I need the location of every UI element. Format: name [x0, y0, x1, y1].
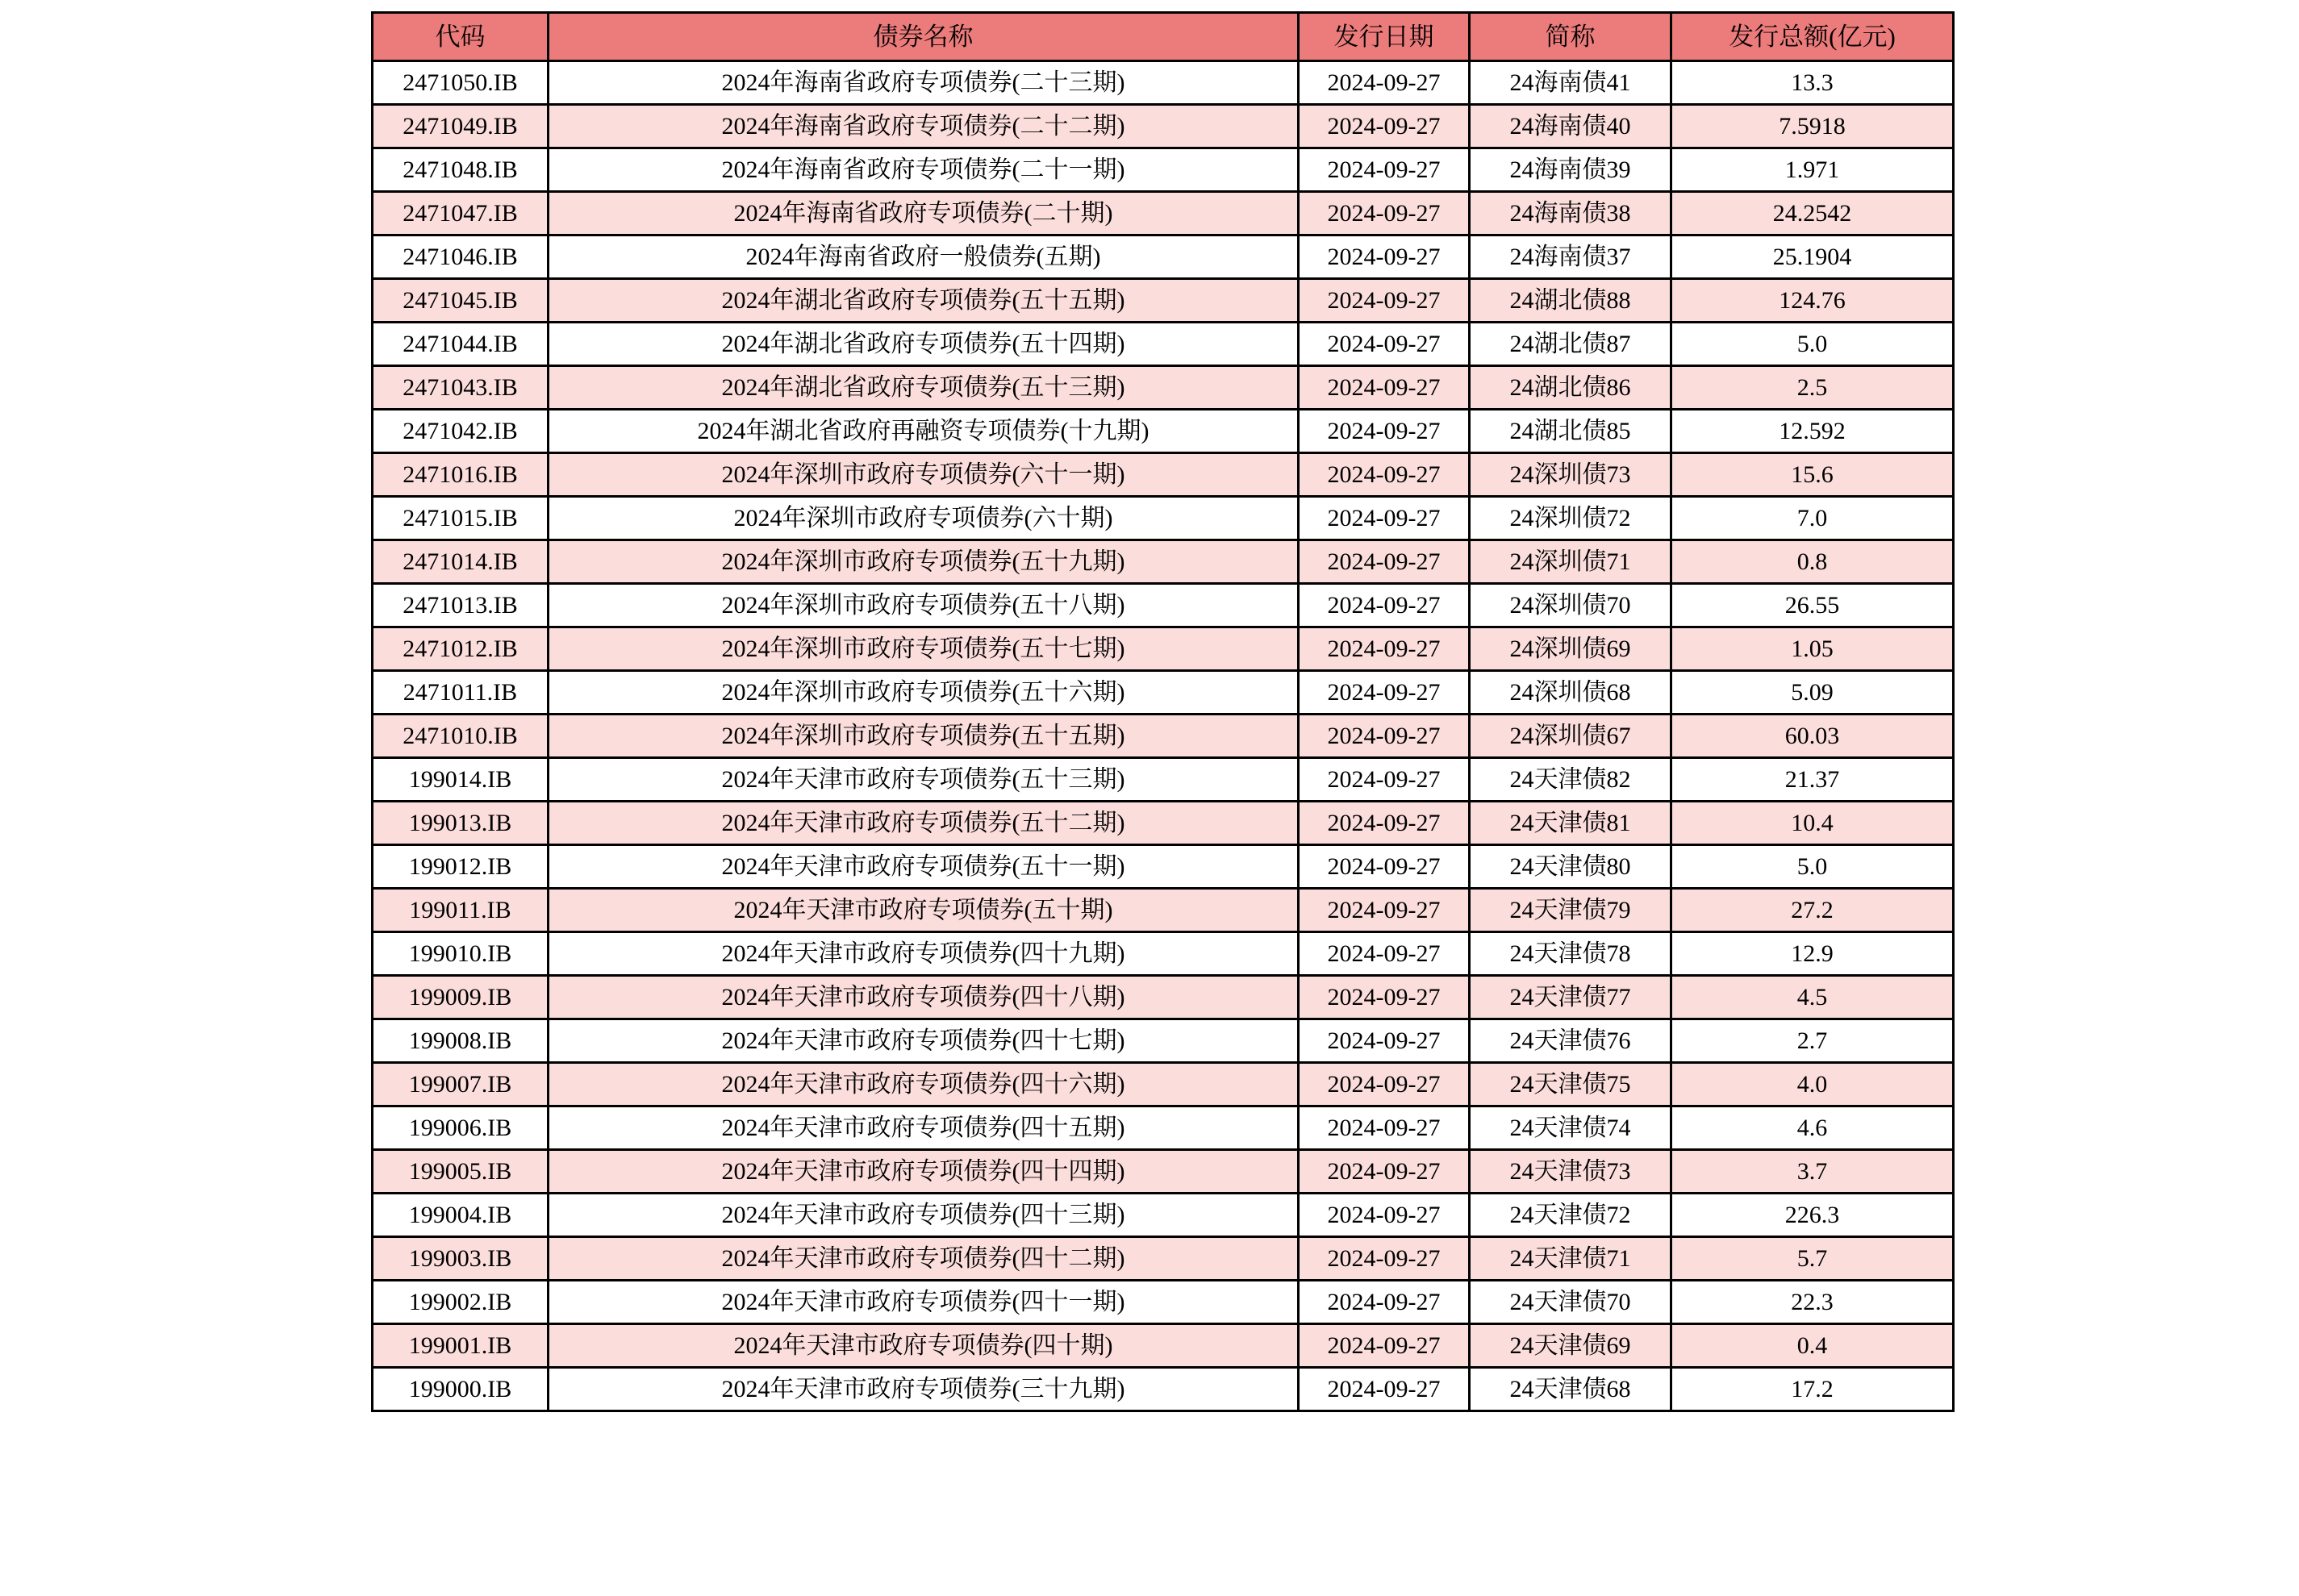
cell-short: 24天津债82	[1470, 758, 1671, 802]
cell-short: 24湖北债86	[1470, 366, 1671, 410]
cell-code: 199013.IB	[373, 802, 549, 845]
cell-short: 24湖北债88	[1470, 279, 1671, 323]
cell-amount: 22.3	[1671, 1281, 1954, 1324]
column-header-amount: 发行总额(亿元)	[1671, 13, 1954, 61]
table-row	[373, 1150, 1954, 1194]
cell-code: 2471044.IB	[373, 323, 549, 366]
cell-name: 2024年天津市政府专项债券(四十二期)	[549, 1237, 1299, 1281]
cell-amount: 26.55	[1671, 584, 1954, 627]
table-row	[373, 105, 1954, 148]
cell-amount: 1.05	[1671, 627, 1954, 671]
cell-amount: 10.4	[1671, 802, 1954, 845]
cell-short: 24深圳债68	[1470, 671, 1671, 715]
cell-name: 2024年天津市政府专项债券(四十五期)	[549, 1106, 1299, 1150]
table-row	[373, 148, 1954, 192]
cell-short: 24海南债38	[1470, 192, 1671, 235]
cell-name: 2024年天津市政府专项债券(三十九期)	[549, 1368, 1299, 1411]
cell-date: 2024-09-27	[1299, 1368, 1470, 1411]
cell-code: 2471014.IB	[373, 540, 549, 584]
cell-short: 24湖北债87	[1470, 323, 1671, 366]
cell-date: 2024-09-27	[1299, 715, 1470, 758]
cell-name: 2024年天津市政府专项债券(四十七期)	[549, 1019, 1299, 1063]
cell-code: 199001.IB	[373, 1324, 549, 1368]
cell-short: 24天津债68	[1470, 1368, 1671, 1411]
cell-name: 2024年深圳市政府专项债券(六十一期)	[549, 453, 1299, 497]
cell-date: 2024-09-27	[1299, 1324, 1470, 1368]
cell-date: 2024-09-27	[1299, 584, 1470, 627]
cell-short: 24天津债77	[1470, 976, 1671, 1019]
cell-date: 2024-09-27	[1299, 410, 1470, 453]
cell-name: 2024年湖北省政府专项债券(五十三期)	[549, 366, 1299, 410]
table-row	[373, 584, 1954, 627]
table-row	[373, 1281, 1954, 1324]
cell-amount: 17.2	[1671, 1368, 1954, 1411]
cell-name: 2024年天津市政府专项债券(五十二期)	[549, 802, 1299, 845]
table-row	[373, 366, 1954, 410]
cell-name: 2024年湖北省政府再融资专项债券(十九期)	[549, 410, 1299, 453]
cell-short: 24深圳债69	[1470, 627, 1671, 671]
table-row	[373, 410, 1954, 453]
table-row	[373, 323, 1954, 366]
cell-amount: 60.03	[1671, 715, 1954, 758]
cell-amount: 4.5	[1671, 976, 1954, 1019]
column-header-code: 代码	[373, 13, 549, 61]
cell-name: 2024年天津市政府专项债券(四十四期)	[549, 1150, 1299, 1194]
cell-code: 2471043.IB	[373, 366, 549, 410]
cell-amount: 5.7	[1671, 1237, 1954, 1281]
cell-code: 2471047.IB	[373, 192, 549, 235]
cell-short: 24深圳债70	[1470, 584, 1671, 627]
cell-code: 199006.IB	[373, 1106, 549, 1150]
table-row	[373, 802, 1954, 845]
table-body	[373, 61, 1954, 1411]
table-row	[373, 1063, 1954, 1106]
cell-short: 24天津债70	[1470, 1281, 1671, 1324]
cell-name: 2024年深圳市政府专项债券(五十七期)	[549, 627, 1299, 671]
cell-date: 2024-09-27	[1299, 802, 1470, 845]
cell-date: 2024-09-27	[1299, 1106, 1470, 1150]
cell-short: 24天津债78	[1470, 932, 1671, 976]
cell-date: 2024-09-27	[1299, 497, 1470, 540]
table-row	[373, 758, 1954, 802]
cell-short: 24深圳债72	[1470, 497, 1671, 540]
table-row	[373, 1019, 1954, 1063]
table-row	[373, 845, 1954, 889]
cell-date: 2024-09-27	[1299, 889, 1470, 932]
cell-code: 199011.IB	[373, 889, 549, 932]
cell-code: 199009.IB	[373, 976, 549, 1019]
cell-short: 24天津债72	[1470, 1194, 1671, 1237]
cell-name: 2024年湖北省政府专项债券(五十五期)	[549, 279, 1299, 323]
table-row	[373, 279, 1954, 323]
cell-date: 2024-09-27	[1299, 627, 1470, 671]
cell-name: 2024年深圳市政府专项债券(五十五期)	[549, 715, 1299, 758]
cell-date: 2024-09-27	[1299, 453, 1470, 497]
cell-code: 2471010.IB	[373, 715, 549, 758]
cell-amount: 5.0	[1671, 323, 1954, 366]
cell-date: 2024-09-27	[1299, 1063, 1470, 1106]
table-row	[373, 1106, 1954, 1150]
cell-code: 2471046.IB	[373, 235, 549, 279]
cell-amount: 25.1904	[1671, 235, 1954, 279]
cell-short: 24天津债75	[1470, 1063, 1671, 1106]
cell-name: 2024年海南省政府专项债券(二十一期)	[549, 148, 1299, 192]
table-row	[373, 192, 1954, 235]
cell-name: 2024年天津市政府专项债券(五十期)	[549, 889, 1299, 932]
cell-code: 2471013.IB	[373, 584, 549, 627]
table-header-row	[373, 13, 1954, 61]
cell-amount: 4.6	[1671, 1106, 1954, 1150]
column-header-date: 发行日期	[1299, 13, 1470, 61]
cell-code: 199003.IB	[373, 1237, 549, 1281]
cell-name: 2024年深圳市政府专项债券(六十期)	[549, 497, 1299, 540]
table-row	[373, 497, 1954, 540]
cell-date: 2024-09-27	[1299, 148, 1470, 192]
table-row	[373, 1237, 1954, 1281]
cell-amount: 0.4	[1671, 1324, 1954, 1368]
cell-code: 199000.IB	[373, 1368, 549, 1411]
cell-amount: 1.971	[1671, 148, 1954, 192]
cell-short: 24天津债76	[1470, 1019, 1671, 1063]
cell-amount: 2.7	[1671, 1019, 1954, 1063]
cell-amount: 2.5	[1671, 366, 1954, 410]
table-row	[373, 1368, 1954, 1411]
table-row	[373, 1324, 1954, 1368]
cell-name: 2024年天津市政府专项债券(五十三期)	[549, 758, 1299, 802]
cell-name: 2024年深圳市政府专项债券(五十六期)	[549, 671, 1299, 715]
cell-code: 2471042.IB	[373, 410, 549, 453]
cell-date: 2024-09-27	[1299, 323, 1470, 366]
bond-table-container	[371, 11, 1952, 1412]
cell-code: 2471048.IB	[373, 148, 549, 192]
cell-date: 2024-09-27	[1299, 366, 1470, 410]
column-header-short: 简称	[1470, 13, 1671, 61]
cell-name: 2024年天津市政府专项债券(四十三期)	[549, 1194, 1299, 1237]
table-row	[373, 235, 1954, 279]
cell-name: 2024年海南省政府专项债券(二十三期)	[549, 61, 1299, 105]
cell-short: 24海南债37	[1470, 235, 1671, 279]
cell-short: 24湖北债85	[1470, 410, 1671, 453]
cell-name: 2024年深圳市政府专项债券(五十八期)	[549, 584, 1299, 627]
cell-code: 2471016.IB	[373, 453, 549, 497]
cell-name: 2024年天津市政府专项债券(四十期)	[549, 1324, 1299, 1368]
cell-date: 2024-09-27	[1299, 279, 1470, 323]
cell-amount: 226.3	[1671, 1194, 1954, 1237]
column-header-name: 债券名称	[549, 13, 1299, 61]
cell-code: 2471015.IB	[373, 497, 549, 540]
cell-date: 2024-09-27	[1299, 192, 1470, 235]
cell-code: 2471050.IB	[373, 61, 549, 105]
cell-short: 24海南债41	[1470, 61, 1671, 105]
cell-code: 2471012.IB	[373, 627, 549, 671]
cell-date: 2024-09-27	[1299, 1194, 1470, 1237]
cell-code: 2471045.IB	[373, 279, 549, 323]
cell-amount: 27.2	[1671, 889, 1954, 932]
cell-short: 24海南债40	[1470, 105, 1671, 148]
cell-date: 2024-09-27	[1299, 540, 1470, 584]
cell-name: 2024年海南省政府专项债券(二十期)	[549, 192, 1299, 235]
cell-code: 199004.IB	[373, 1194, 549, 1237]
cell-amount: 7.0	[1671, 497, 1954, 540]
cell-amount: 4.0	[1671, 1063, 1954, 1106]
cell-name: 2024年天津市政府专项债券(四十六期)	[549, 1063, 1299, 1106]
cell-code: 199002.IB	[373, 1281, 549, 1324]
cell-code: 199014.IB	[373, 758, 549, 802]
cell-amount: 3.7	[1671, 1150, 1954, 1194]
table-row	[373, 715, 1954, 758]
cell-date: 2024-09-27	[1299, 758, 1470, 802]
cell-amount: 124.76	[1671, 279, 1954, 323]
cell-short: 24深圳债71	[1470, 540, 1671, 584]
cell-short: 24天津债80	[1470, 845, 1671, 889]
bond-issuance-table	[371, 11, 1955, 1412]
table-row	[373, 976, 1954, 1019]
cell-amount: 5.0	[1671, 845, 1954, 889]
cell-short: 24天津债81	[1470, 802, 1671, 845]
cell-short: 24深圳债67	[1470, 715, 1671, 758]
table-row	[373, 932, 1954, 976]
table-row	[373, 61, 1954, 105]
cell-date: 2024-09-27	[1299, 1281, 1470, 1324]
cell-short: 24天津债71	[1470, 1237, 1671, 1281]
cell-name: 2024年天津市政府专项债券(四十一期)	[549, 1281, 1299, 1324]
cell-date: 2024-09-27	[1299, 105, 1470, 148]
cell-amount: 21.37	[1671, 758, 1954, 802]
table-row	[373, 540, 1954, 584]
table-header	[373, 13, 1954, 61]
cell-short: 24深圳债73	[1470, 453, 1671, 497]
cell-name: 2024年海南省政府专项债券(二十二期)	[549, 105, 1299, 148]
table-row	[373, 1194, 1954, 1237]
cell-code: 199012.IB	[373, 845, 549, 889]
cell-amount: 12.9	[1671, 932, 1954, 976]
table-row	[373, 627, 1954, 671]
cell-amount: 5.09	[1671, 671, 1954, 715]
cell-date: 2024-09-27	[1299, 1237, 1470, 1281]
cell-name: 2024年海南省政府一般债券(五期)	[549, 235, 1299, 279]
cell-amount: 13.3	[1671, 61, 1954, 105]
cell-date: 2024-09-27	[1299, 61, 1470, 105]
cell-name: 2024年天津市政府专项债券(四十八期)	[549, 976, 1299, 1019]
cell-short: 24天津债79	[1470, 889, 1671, 932]
table-row	[373, 453, 1954, 497]
cell-short: 24天津债74	[1470, 1106, 1671, 1150]
cell-name: 2024年深圳市政府专项债券(五十九期)	[549, 540, 1299, 584]
cell-code: 199007.IB	[373, 1063, 549, 1106]
cell-date: 2024-09-27	[1299, 976, 1470, 1019]
cell-code: 2471011.IB	[373, 671, 549, 715]
cell-short: 24天津债73	[1470, 1150, 1671, 1194]
cell-amount: 7.5918	[1671, 105, 1954, 148]
cell-name: 2024年天津市政府专项债券(五十一期)	[549, 845, 1299, 889]
cell-name: 2024年湖北省政府专项债券(五十四期)	[549, 323, 1299, 366]
cell-date: 2024-09-27	[1299, 1150, 1470, 1194]
cell-name: 2024年天津市政府专项债券(四十九期)	[549, 932, 1299, 976]
cell-short: 24海南债39	[1470, 148, 1671, 192]
cell-code: 199005.IB	[373, 1150, 549, 1194]
cell-code: 199010.IB	[373, 932, 549, 976]
cell-amount: 15.6	[1671, 453, 1954, 497]
cell-date: 2024-09-27	[1299, 1019, 1470, 1063]
table-row	[373, 889, 1954, 932]
cell-short: 24天津债69	[1470, 1324, 1671, 1368]
cell-date: 2024-09-27	[1299, 845, 1470, 889]
table-row	[373, 671, 1954, 715]
cell-amount: 24.2542	[1671, 192, 1954, 235]
cell-date: 2024-09-27	[1299, 932, 1470, 976]
cell-date: 2024-09-27	[1299, 235, 1470, 279]
cell-code: 2471049.IB	[373, 105, 549, 148]
cell-date: 2024-09-27	[1299, 671, 1470, 715]
cell-amount: 0.8	[1671, 540, 1954, 584]
cell-code: 199008.IB	[373, 1019, 549, 1063]
cell-amount: 12.592	[1671, 410, 1954, 453]
